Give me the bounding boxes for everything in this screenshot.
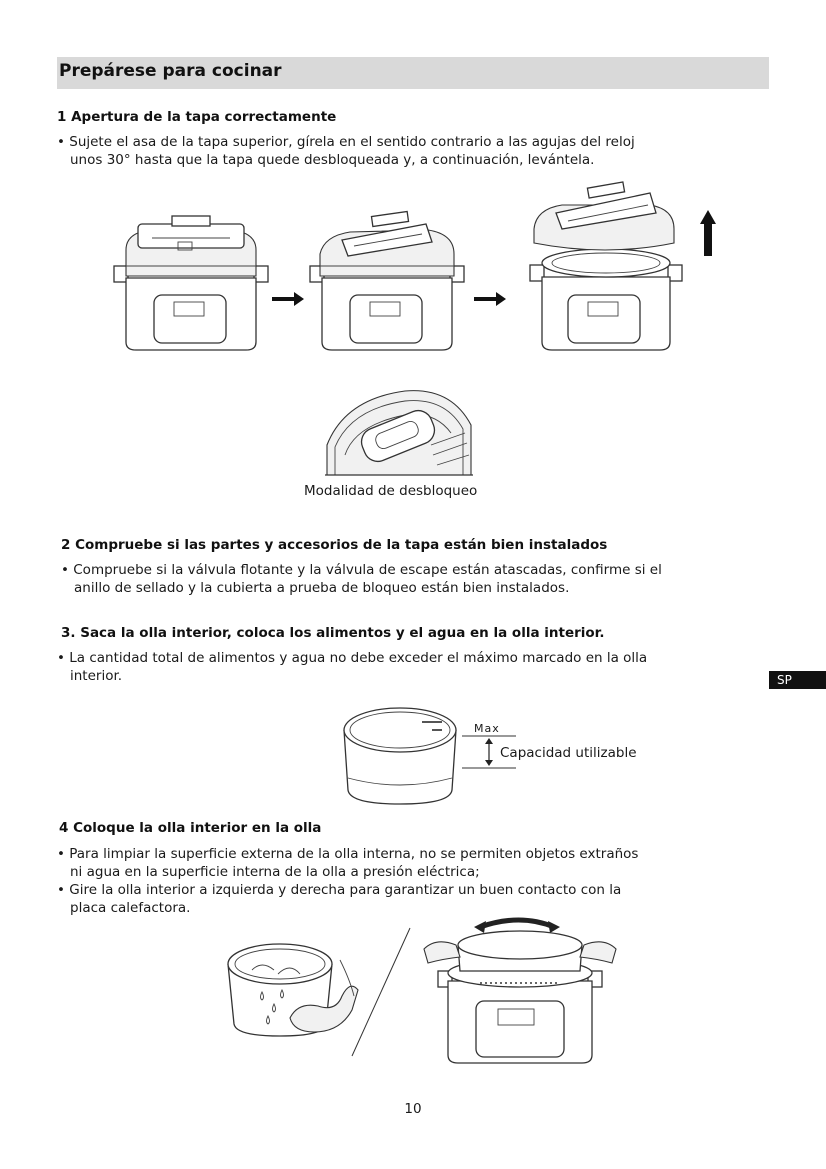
step4-bullet2 [57, 881, 621, 917]
unlock-mode-caption: Modalidad de desbloqueo [304, 483, 478, 499]
cooker-rotating-pot-illustration [420, 915, 620, 1065]
step1-title: 1 Apertura de la tapa correctamente [57, 109, 337, 125]
step4-bullet1-line1: • Para limpiar la superficie externa de la olla interna, no se permiten objetos extraños [57, 846, 639, 862]
step3-bullet [57, 649, 647, 685]
step1-bullet-line1: • Sujete el asa de la tapa superior, gírela en el sentido contrario a las agujas del reloj [57, 134, 635, 150]
step3-bullet-line2: interior. [70, 668, 123, 684]
section-header-bar [57, 57, 769, 89]
up-arrow-icon [700, 210, 716, 258]
step4-bullet1 [57, 845, 638, 881]
unlock-mode-detail-illustration [325, 385, 475, 477]
step4-bullet2-line1: • Gire la olla interior a izquierda y derecha para garantizar un buen contacto con la [57, 882, 622, 898]
step2-bullet [61, 561, 662, 597]
max-label: Max [474, 722, 500, 735]
inner-pot-max-illustration [340, 700, 520, 810]
step1-bullet [57, 133, 635, 169]
step3-bullet-line1: • La cantidad total de alimentos y agua no debe exceder el máximo marcado en la olla [57, 650, 648, 666]
cooker-lid-lifted-illustration [520, 185, 688, 360]
step4-bullet1-line2: ni agua en la superficie interna de la olla a presión eléctrica; [70, 864, 480, 880]
cooker-rotated-lid-illustration [308, 210, 468, 360]
step3-title: 3. Saca la olla interior, coloca los alimentos y el agua en la olla interior. [61, 625, 605, 641]
capacity-label: Capacidad utilizable [500, 745, 637, 761]
language-tab: SP [769, 671, 826, 689]
step2-bullet-line2: anillo de sellado y la cubierta a prueba de bloqueo están bien instalados. [74, 580, 570, 596]
divider-line [350, 928, 412, 1058]
right-arrow-icon [474, 290, 508, 308]
step2-title: 2 Compruebe si las partes y accesorios de la tapa están bien instalados [61, 537, 608, 553]
step4-bullet2-line2: placa calefactora. [70, 900, 191, 916]
wiping-pot-illustration [222, 940, 362, 1040]
step2-bullet-line1: • Compruebe si la válvula flotante y la válvula de escape están atascadas, confirme si el [61, 562, 662, 578]
page-number: 10 [404, 1101, 422, 1117]
cooker-closed-illustration [112, 210, 272, 360]
step1-bullet-line2: unos 30° hasta que la tapa quede desbloqueada y, a continuación, levántela. [70, 152, 595, 168]
section-title: Prepárese para cocinar [59, 61, 282, 81]
step4-title: 4 Coloque la olla interior en la olla [59, 820, 322, 836]
right-arrow-icon [272, 290, 306, 308]
